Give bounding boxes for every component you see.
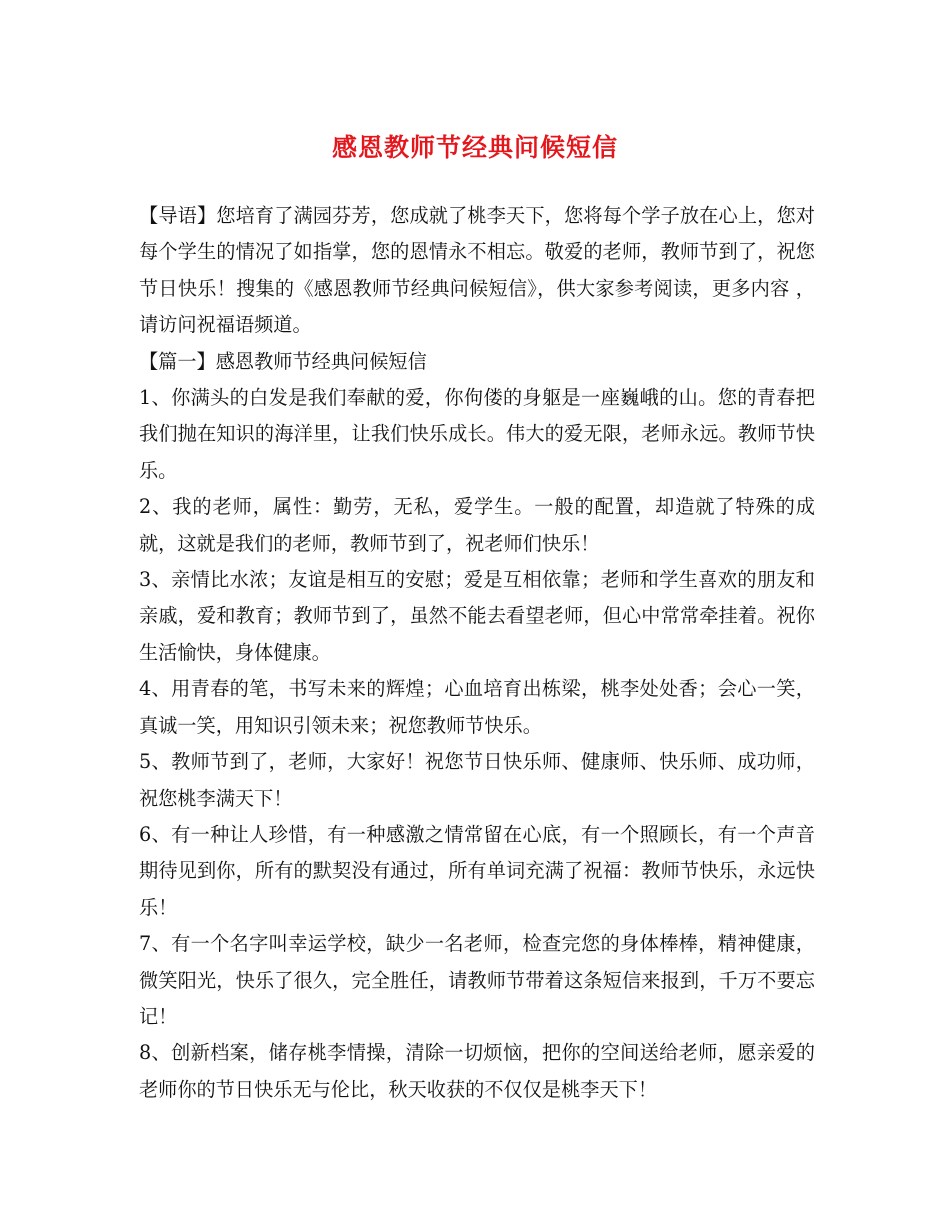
message-item-1: 1、你满头的白发是我们奉献的爱，你佝偻的身躯是一座巍峨的山。您的青春把我们抛在知识的海洋里，让我们快乐成长。伟大的爱无限，老师永远。教师节快乐。 [139,386,815,482]
message-item-5: 5、教师节到了，老师，大家好！祝您节日快乐师、健康师、快乐师、成功师，祝您桃李满天下！ [139,750,815,810]
message-item-6: 6、有一种让人珍惜，有一种感激之情常留在心底，有一个照顾长，有一个声音期待见到你，所有的默契没有通过，所有单词充满了祝福：教师节快乐，永远快乐！ [139,822,815,919]
message-item-7: 7、有一个名字叫幸运学校，缺少一名老师，检查完您的身体棒棒，精神健康，微笑阳光，快乐了很久，完全胜任，请教师节带着这条短信来报到，千万不要忘记！ [139,932,815,1028]
message-item-4: 4、用青春的笔，书写未来的辉煌；心血培育出栋梁，桃李处处香；会心一笑，真诚一笑，用知识引领未来；祝您教师节快乐。 [139,677,815,737]
message-item-2: 2、我的老师，属性：勤劳，无私，爱学生。一般的配置，却造就了特殊的成就，这就是我们的老师，教师节到了，祝老师们快乐！ [139,495,815,555]
message-item-8: 8、创新档案，储存桃李情操，清除一切烦恼，把你的空间送给老师，愿亲爱的老师你的节日快乐无与伦比，秋天收获的不仅仅是桃李天下！ [139,1041,815,1101]
document-body [139,198,815,1108]
message-item-3: 3、亲情比水浓；友谊是相互的安慰；爱是互相依靠；老师和学生喜欢的朋友和亲戚，爱和教育；教师节到了，虽然不能去看望老师，但心中常常牵挂着。祝你生活愉快，身体健康。 [139,568,815,664]
document-title: 感恩教师节经典问候短信 [331,133,618,162]
section-heading: 【篇一】感恩教师节经典问候短信 [139,349,427,373]
intro-paragraph: 【导语】您培育了满园芬芳，您成就了桃李天下，您将每个学子放在心上，您对每个学生的情况了如指掌，您的恩情永不相忘。敬爱的老师，教师节到了，祝您节日快乐！搜集的《感恩教师节经典问候短信》，供大家参考阅读，更多内容 ，请访问祝福语频道。 [139,204,815,337]
